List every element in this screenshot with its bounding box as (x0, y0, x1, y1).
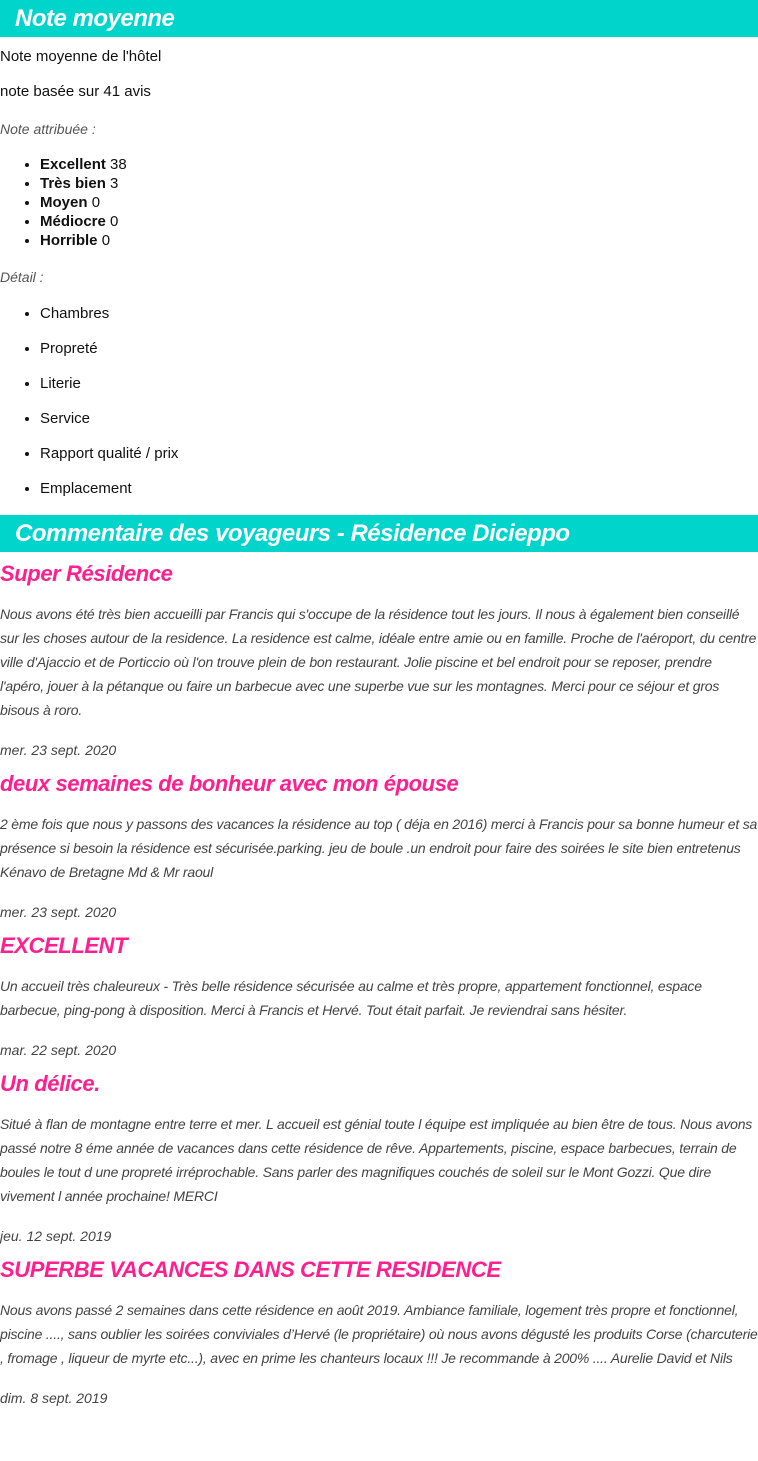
detail-item-chambres: • Chambres (40, 304, 758, 324)
review-body: Un accueil très chaleureux - Très belle résidence sécurisée au calme et très propre, appartement fonctionnel, espace barbecue, ping-pong à disposition. Merci à Francis et Hervé. Tout était parfait. Je reviendrai sans hésiter. (0, 978, 702, 1018)
review-date: mer. 23 sept. 2020 (0, 904, 117, 920)
rating-level-count: 0 (110, 213, 119, 230)
review-date: mer. 23 sept. 2020 (0, 742, 117, 758)
review-date: dim. 8 sept. 2019 (0, 1390, 108, 1406)
rating-section (0, 0, 758, 499)
review-body: Nous avons été très bien accueilli par Francis qui s'occupe de la résidence tout les jours. Il nous à également bien conseillé sur les choses autour de la residence. La residence est calme, idéale entre amie ou en famille. Proche de l'aéroport, du centre ville d'Ajaccio et de Porticcio où l'on trouve plein de bon restaurant. Jolie piscine et bel endroit pour se reposer, prendre l'apéro, jouer à la pétanque ou faire un barbecue avec une superbe vue sur les montagnes. Merci pour ce séjour et gros bisous à roro. (0, 606, 757, 718)
rating-level-count: 3 (110, 175, 119, 192)
rating-distribution-item (40, 155, 758, 174)
detail-item-proprete: • Propreté (40, 339, 758, 359)
rating-level-count: 0 (91, 194, 101, 211)
review-item (0, 932, 758, 1060)
rating-distribution-item (40, 193, 758, 212)
rating-level-count: 0 (101, 232, 111, 249)
review-title: EXCELLENT (0, 933, 128, 958)
review-title: SUPERBE VACANCES DANS CETTE RESIDENCE (0, 1257, 501, 1282)
rating-distribution-item (40, 174, 758, 193)
rating-distribution-list (0, 155, 758, 250)
rating-level-label: Excellent (40, 156, 106, 173)
review-title: Super Résidence (0, 561, 173, 586)
review-item (0, 770, 758, 922)
review-date: mar. 22 sept. 2020 (0, 1042, 117, 1058)
detail-item-emplacement: • Emplacement (40, 479, 758, 499)
review-item (0, 1256, 758, 1408)
rating-distribution-item (40, 231, 758, 250)
reviews-section-title: Commentaire des voyageurs - Résidence Dicieppo (0, 515, 758, 552)
detail-label: Détail : (0, 269, 44, 285)
review-item (0, 560, 758, 760)
review-date: jeu. 12 sept. 2019 (0, 1228, 112, 1244)
detail-item-literie: • Literie (40, 374, 758, 394)
review-item (0, 1070, 758, 1246)
rating-level-label: Médiocre (40, 213, 106, 230)
review-title: deux semaines de bonheur avec mon épouse (0, 771, 459, 796)
review-body: 2 ème fois que nous y passons des vacances la résidence au top ( déja en 2016) merci à Francis pour sa bonne humeur et sa présence si besoin la résidence est sécurisée.parking. jeu de boule .un endroit pour faire des soirées le site bien entretenus Kénavo de Bretagne Md & Mr raoul (0, 816, 758, 880)
rating-level-label: Très bien (40, 175, 106, 192)
review-body: Nous avons passé 2 semaines dans cette résidence en août 2019. Ambiance familiale, logement très propre et fonctionnel, piscine ...., sans oublier les soirées conviviales d’Hervé (le propriétaire) où nous avons dégusté les produits Corse (charcuterie , fromage , liqueur de myrte etc...), avec en prime les chanteurs locaux !!! Je recommande à 200% .... Aurelie David et Nils (0, 1302, 758, 1366)
review-body: Situé à flan de montagne entre terre et mer. L accueil est génial toute l équipe est impliquée au bien être de tous. Nous avons passé notre 8 éme année de vacances dans cette résidence de rêve. Appartements, piscine, espace barbecues, terrain de boules le tout d une propreté irréprochable. Sans parler des magnifiques couchés de soleil sur le Mont Gozzi. Que dire vivement l année prochaine! MERCI (0, 1116, 753, 1204)
detail-item-service: • Service (40, 409, 758, 429)
rating-level-label: Horrible (40, 232, 98, 249)
review-title: Un délice. (0, 1071, 100, 1096)
rating-section-title: Note moyenne (0, 0, 758, 37)
rating-based-on: note basée sur 41 avis (0, 83, 151, 100)
detail-item-rapport-qualite-prix: • Rapport qualité / prix (40, 444, 758, 464)
rating-subtitle: Note moyenne de l'hôtel (0, 48, 162, 65)
rating-distribution-item (40, 212, 758, 231)
rating-level-label: Moyen (40, 194, 88, 211)
rating-level-count: 38 (110, 156, 127, 173)
reviews-section (0, 515, 758, 1408)
attributed-label: Note attribuée : (0, 121, 96, 137)
detail-list (0, 304, 758, 499)
